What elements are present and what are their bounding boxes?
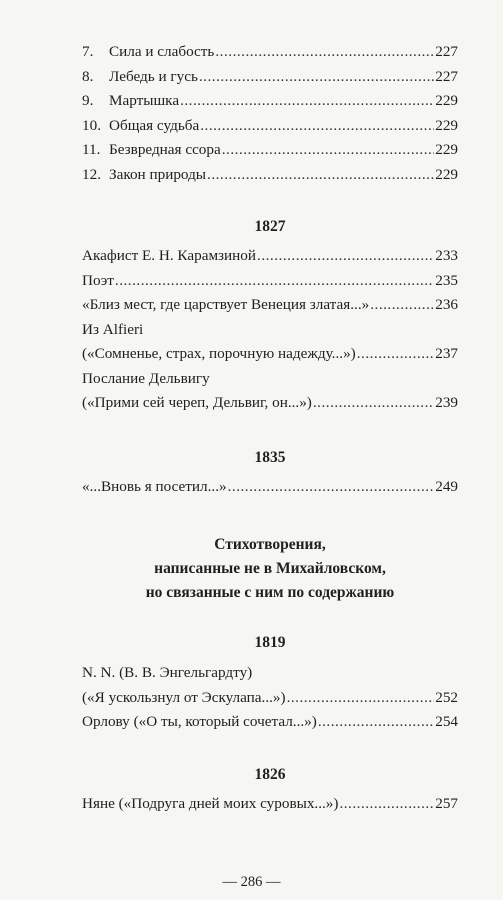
entry-number: 12.	[82, 165, 101, 183]
toc-entry	[82, 114, 458, 139]
entry-number: 8.	[82, 67, 94, 85]
entry-number: 9.	[82, 92, 94, 109]
entry-page: 252	[435, 688, 458, 706]
dot-leader	[257, 244, 434, 269]
entry-page: 237	[435, 345, 458, 362]
entry-subtitle: («Я ускользнул от Эскулапа...»)	[82, 688, 286, 706]
heading-line: написанные не в Михайловском,	[154, 560, 386, 577]
section-1835	[82, 475, 458, 500]
entry-page: 239	[435, 394, 458, 411]
entry-title: Общая судьба	[109, 116, 200, 134]
entry-page: 254	[435, 713, 458, 730]
section-1827	[82, 244, 458, 416]
entry-title: Поэт	[82, 271, 114, 289]
toc-entry	[82, 391, 458, 416]
entry-title: Закон природы	[109, 165, 207, 183]
entry-title: Мартышка	[109, 92, 180, 109]
dot-leader	[339, 792, 434, 817]
year-heading-1826: 1826	[254, 765, 286, 783]
section-1819	[82, 661, 458, 735]
entry-title: «...Вновь я посетил...»	[82, 477, 227, 495]
heading-line: Стихотворения,	[214, 536, 326, 553]
entry-page: 229	[435, 116, 458, 134]
section-heading	[82, 533, 458, 605]
year-heading-1819: 1819	[254, 634, 286, 651]
page-number: — 286 —	[222, 874, 281, 890]
toc-entry	[82, 269, 458, 294]
entry-page: 233	[435, 247, 458, 264]
dot-leader	[318, 710, 434, 735]
dot-leader	[207, 163, 434, 188]
entry-page: 227	[435, 43, 458, 60]
toc-entry	[82, 138, 458, 163]
dot-leader	[222, 138, 434, 163]
entry-title: Няне («Подруга дней моих суровых...»)	[82, 794, 339, 812]
entry-page: 229	[435, 92, 458, 109]
heading-line: но связанные с ним по содержанию	[145, 584, 395, 601]
entry-page: 229	[435, 141, 458, 158]
toc-entry	[82, 163, 458, 188]
entry-page: 257	[435, 794, 458, 812]
dot-leader	[287, 686, 435, 711]
numbered-entries	[82, 40, 458, 187]
entry-page: 249	[435, 477, 458, 495]
toc-entry	[82, 710, 458, 735]
toc-entry	[82, 89, 458, 114]
entry-title: Сила и слабость	[109, 43, 215, 60]
dot-leader	[180, 89, 434, 114]
dot-leader	[370, 293, 434, 318]
entry-title: «Близ мест, где царствует Венеция златая...»	[82, 296, 370, 313]
entry-subtitle: («Сомненье, страх, порочную надежду...»)	[82, 345, 356, 362]
toc-entry	[82, 792, 458, 817]
entry-page: 236	[435, 296, 458, 313]
toc-entry	[82, 475, 458, 500]
entry-title: Орлову («О ты, который сочетал...»)	[82, 713, 317, 730]
toc-page	[82, 40, 458, 816]
entry-title: Акафист Е. Н. Карамзиной	[82, 247, 257, 264]
toc-entry	[82, 342, 458, 367]
toc-entry	[82, 65, 458, 90]
toc-entry	[82, 40, 458, 65]
entry-title: Лебедь и гусь	[109, 67, 198, 85]
toc-entry	[82, 686, 458, 711]
dot-leader	[115, 269, 434, 294]
entry-title-line: Послание Дельвигу	[82, 369, 210, 387]
dot-leader	[199, 65, 434, 90]
dot-leader	[357, 342, 434, 367]
entry-number: 7.	[82, 43, 94, 60]
year-heading-1835: 1835	[254, 448, 286, 466]
dot-leader	[215, 40, 434, 65]
section-1826	[82, 792, 458, 817]
dot-leader	[228, 475, 435, 500]
entry-number: 11.	[82, 141, 101, 158]
year-heading-1827: 1827	[254, 218, 286, 235]
toc-entry	[82, 244, 458, 269]
entry-page: 229	[435, 165, 458, 183]
dot-leader	[200, 114, 434, 139]
entry-page: 227	[435, 67, 458, 85]
dot-leader	[313, 391, 434, 416]
entry-subtitle: («Прими сей череп, Дельвиг, он...»)	[82, 394, 312, 411]
entry-title: Безвредная ссора	[109, 141, 221, 158]
entry-title-line: N. N. (В. В. Энгельгардту)	[82, 664, 253, 681]
entry-number: 10.	[82, 116, 101, 134]
entry-page: 235	[435, 271, 458, 289]
entry-title-line: Из Alfieri	[82, 320, 144, 338]
toc-entry	[82, 293, 458, 318]
